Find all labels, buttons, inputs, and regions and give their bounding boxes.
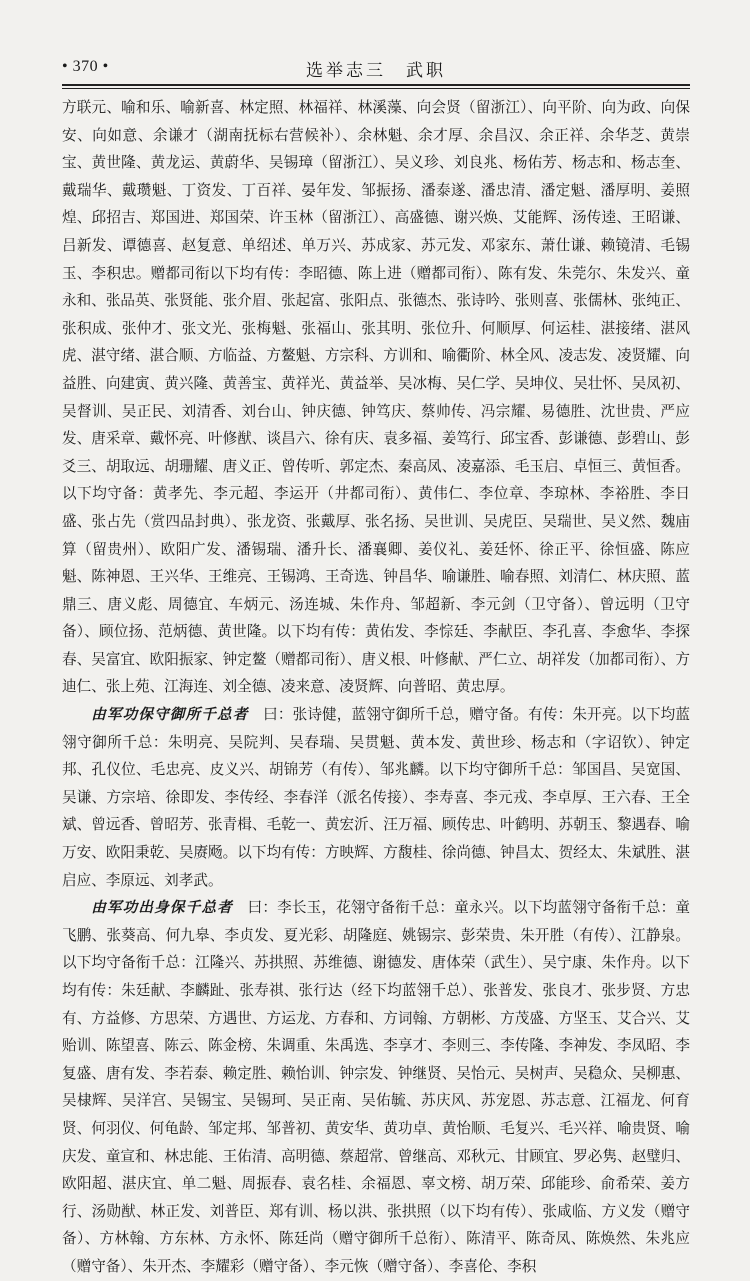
paragraph-3-text: 曰：李长玉，花翎守备衔千总：童永兴。以下均蓝翎守备衔千总：童飞鹏、张葵高、何九皋、李贞发、夏光彩、胡隆庭、姚锡宗、彭荣贵、朱开胜（有传）、江静泉。以下均守备衔千总：江隆兴、苏拱照、苏维德、谢德发、唐体荣（武生）、吴宁康、朱作舟。以下均有传：朱廷献、李麟趾、张寿祺、张行达（经下均蓝翎千总）、张普发、张良才、张步贤、方忠有、方益修、方思荣、方遇世、方运龙、方春和、方词翰、方朝彬、方茂盛、方坚玉、艾合兴、艾贻训、陈望喜、陈云、陈金榜、朱调重、朱禹选、李享才、李则三、李传隆、李神发、李凤昭、李复盛、唐有发、李若泰、赖定胜、赖怡训、钟宗发、钟继贤、吴怡元、吴树声、吴稳众、吴柳惠、吴棣辉、吴洋宫、吴锡宝、吴锡珂、吴正南、吴佑毓、苏庆风、苏宠恩、苏志意、江福龙、何育贤、何羽仪、何龟龄、邹定邦、邹普初、黄安华、黄功卓、黄怡顺、毛复兴、毛兴祥、喻贵贤、喻庆发、童宣和、林忠能、王佑清、高明德、蔡超常、曾继高、邓秋元、甘顾宜、罗必隽、赵璧归、欧阳超、湛庆宜、单二魁、周振春、袁名桂、余福恩、辜文榜、胡万荣、邱能珍、俞希荣、姜方行、汤勋猷、林正发、刘普臣、郑有训、杨以洪、张拱照（以下均有传）、张咸临、方义发（赠守备）、方林翰、方东林、方永怀、陈廷尚（赠守御所千总衔）、陈清平、陈奇凤、陈焕然、朱兆应（赠守备）、朱开杰、李耀彩（赠守备）、李元恢（赠守备）、李喜伦、李积 — [62, 899, 690, 1275]
paragraph-1 — [62, 94, 690, 701]
section-heading-2: 由军功出身保千总者 — [91, 899, 233, 917]
paragraph-2 — [62, 701, 690, 894]
paragraph-3 — [62, 894, 690, 1280]
page-number: • 370 • — [62, 58, 109, 75]
header-rule-thick — [62, 84, 690, 86]
header-rule-thin — [62, 88, 690, 89]
running-title: 选举志三 武职 — [306, 61, 446, 81]
body-text — [62, 94, 690, 1275]
page-header — [62, 56, 690, 84]
paragraph-1-text: 方联元、喻和乐、喻新喜、林定照、林福祥、林溪藻、向会贤（留浙江）、向平阶、向为政、向保安、向如意、余谦才（湖南抚标右营候补）、余林魁、余才厚、余昌汉、余正祥、余华芝、黄崇宝、黄世隆、黄龙运、黄蔚华、吴锡璋（留浙江）、吴义珍、刘良兆、杨佑芳、杨志和、杨志奎、戴瑞华、戴瓒魁、丁资发、丁百祥、晏年发、邹振扬、潘泰遂、潘忠清、潘定魁、潘厚明、姜照煌、邱招吉、郑国进、郑国荣、许玉林（留浙江）、高盛德、谢兴焕、艾能辉、汤传逵、王昭谦、吕新发、谭德喜、赵复意、单绍述、单万兴、苏成家、苏元发、邓家东、萧仕谦、赖镜清、毛锡玉、李积忠。赠都司衔以下均有传：李昭德、陈上进（赠都司衔）、陈有发、朱莞尔、朱发兴、童永和、张品英、张贤能、张介眉、张起富、张阳点、张德杰、张诗吟、张则喜、张儒林、张纯正、张积成、张仲才、张文光、张梅魁、张福山、张其明、张位升、何顺厚、何运桂、湛接绪、湛风虎、湛守绪、湛合顺、方临益、方鳌魁、方宗科、方训和、喻衢阶、林全风、凌志发、凌贤耀、向益胜、向建寅、黄兴隆、黄善宝、黄祥光、黄益举、吴冰梅、吴仁学、吴坤仪、吴壮怀、吴凤初、吴督训、吴正民、刘清香、刘台山、钟庆德、钟笃庆、蔡帅传、冯宗耀、易德胜、沈世贵、严应发、唐采章、戴怀亮、叶修猷、谈昌六、徐有庆、袁多福、姜笃行、邱宝香、彭谦德、彭碧山、彭爻三、胡取远、胡珊耀、唐义正、曾传听、郭定杰、秦高凤、凌嘉添、毛玉启、卓恒三、黄恒香。以下均守备：黄孝先、李元超、李运开（井都司衔）、黄伟仁、李位章、李琼林、李裕胜、李日盛、张占先（赏四品封典）、张龙资、张戴厚、张名扬、吴世训、吴虎臣、吴瑞世、吴义然、魏庙算（留贵州）、欧阳广发、潘锡瑞、潘升长、潘襄卿、姜仪礼、姜廷怀、徐正平、徐恒盛、陈应魁、陈神恩、王兴华、王维亮、王锡鸿、王奇选、钟昌华、喻谦胜、喻春照、刘清仁、林庆照、蓝鼎三、唐义彪、周德宜、车炳元、汤连城、朱作舟、邹超新、李元剑（卫守备）、曾远明（卫守备）、顾位扬、范炳德、黄世隆。以下均有传：黄佑发、李悰廷、李献臣、李孔喜、李愈华、李探春、吴富宜、欧阳振家、钟定鳌（赠都司衔）、唐义根、叶修献、严仁立、胡祥发（加都司衔）、方迪仁、张上苑、江海连、刘全德、凌来意、凌贤辉、向普昭、黄忠厚。 — [62, 99, 690, 696]
section-heading-1: 由军功保守御所千总者 — [91, 706, 249, 724]
paragraph-2-text: 曰：张诗健，蓝翎守御所千总，赠守备。有传：朱开亮。以下均蓝翎守御所千总：朱明亮、吴院判、吴春瑞、吴贯魁、黄本发、黄世珍、杨志和（字诏钦）、钟定邦、孔仪位、毛忠亮、皮义兴、胡锦芳（有传）、邹兆麟。以下均守御所千总：邹国昌、吴宽国、吴谦、方宗培、徐即发、李传经、李春洋（派名传接）、李寿喜、李元戎、李卓厚、王六春、王全斌、曾远香、曾昭芳、张青楫、毛乾一、黄宏沂、汪万福、顾传忠、叶鹤明、苏朝玉、黎遇春、喻万安、欧阳秉乾、吴赓飏。以下均有传：方映辉、方馥桂、徐尚德、钟昌太、贺经太、朱斌胜、湛启应、李原远、刘孝武。 — [62, 706, 690, 889]
